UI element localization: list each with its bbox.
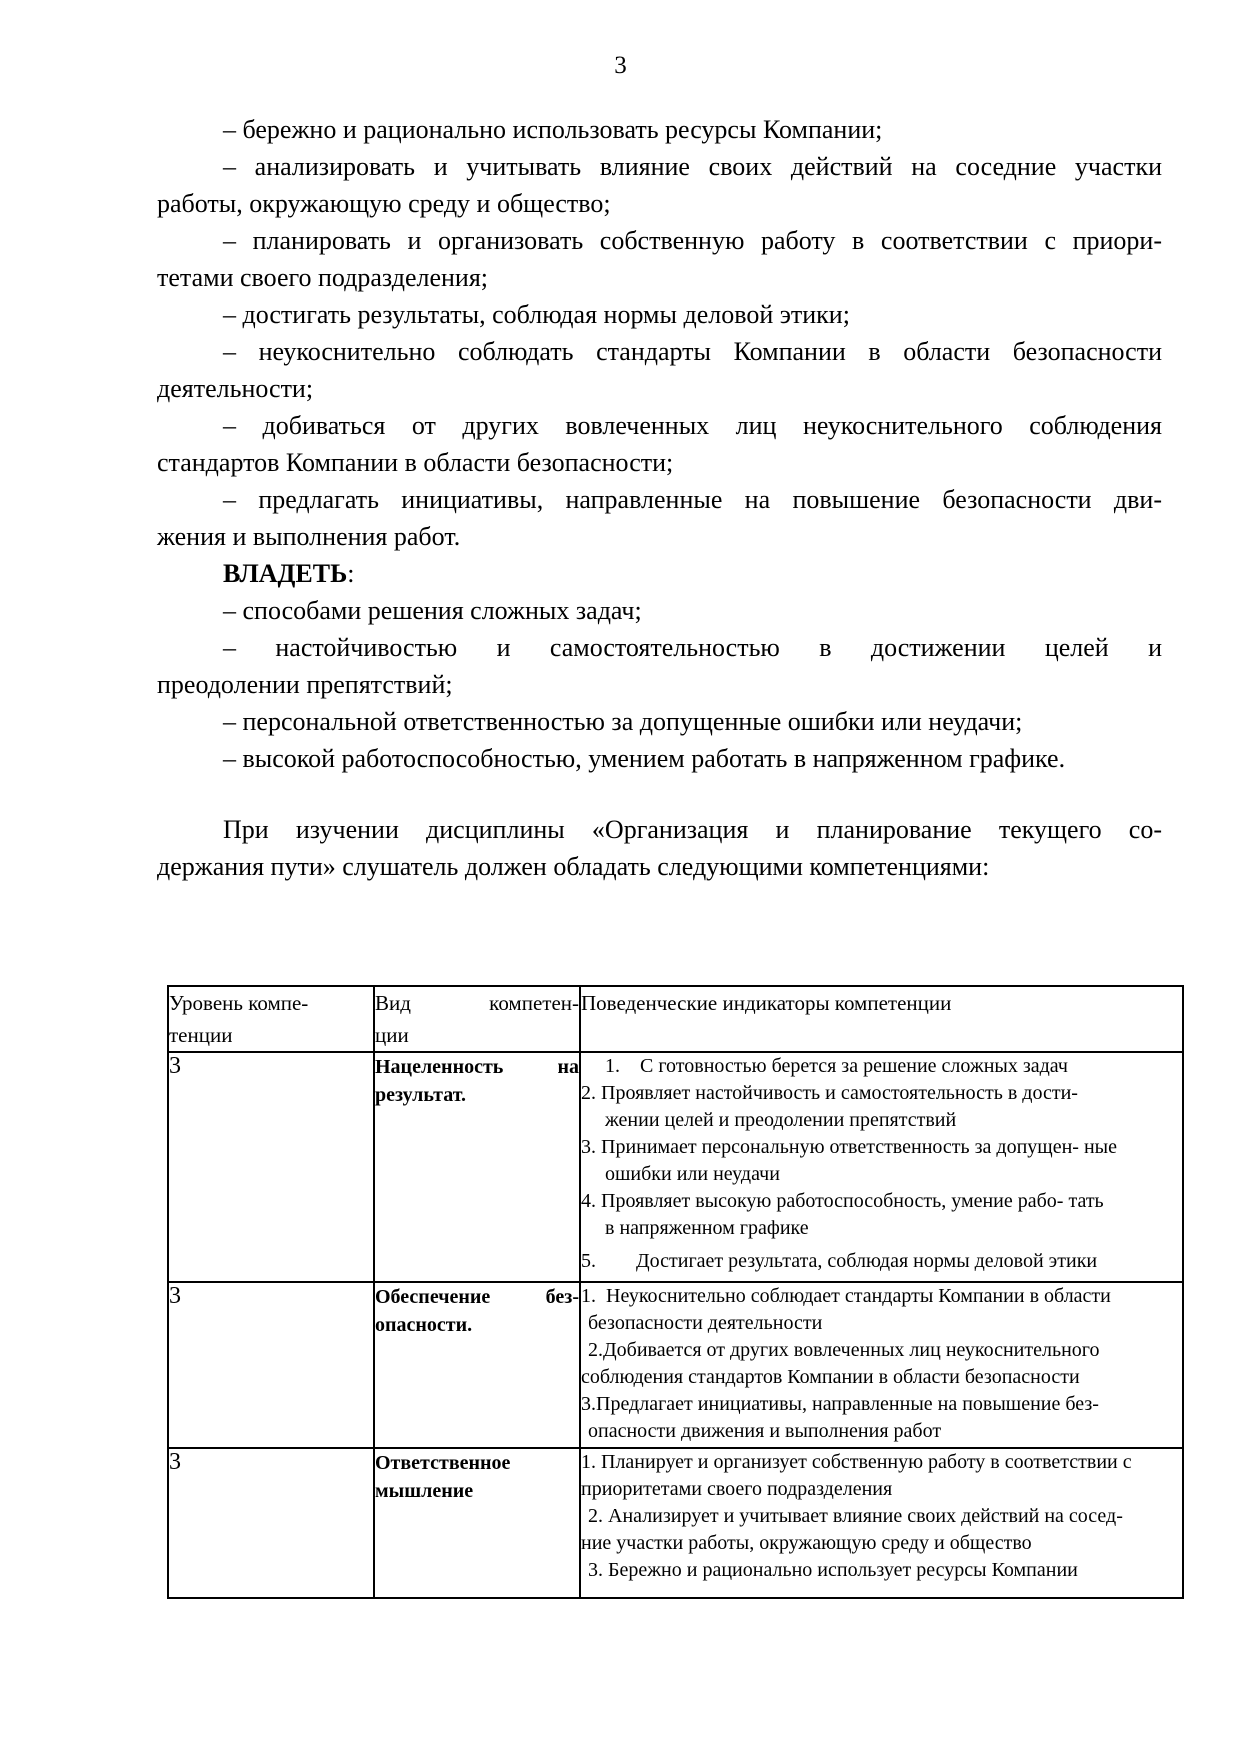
- table-row-1: [168, 1282, 1183, 1448]
- indicators-cell-1: [580, 1282, 1183, 1448]
- header-kind-line-1: ции: [375, 1023, 409, 1047]
- body-line-p8-0: – способами решения сложных задач;: [223, 596, 642, 625]
- header-cell-level: [168, 986, 374, 1052]
- heading-vladet-bold: ВЛАДЕТЬ: [223, 559, 348, 588]
- indicator-2-line-2: 2. Анализирует и учитывает влияние своих действий на сосед-: [588, 1505, 1123, 1527]
- indicator-0-line-2: жении целей и преодолении препятствий: [605, 1109, 957, 1131]
- indicator-1-line-4: 3.Предлагает инициативы, направленные на повышение без-: [581, 1393, 1099, 1415]
- indicator-0-line-6: в напряженном графике: [605, 1217, 809, 1239]
- body-line-p4-1: деятельности;: [157, 374, 314, 403]
- indicator-2-line-0: 1. Планирует и организует собственную работу в соответствии с: [581, 1451, 1132, 1473]
- header-level-line-0: Уровень компе-: [169, 991, 309, 1015]
- body-line-p3-0: – достигать результаты, соблюдая нормы деловой этики;: [223, 300, 850, 329]
- competency-table: [167, 985, 1184, 1599]
- indicator-2-line-3: ние участки работы, окружающую среду и общество: [581, 1532, 1032, 1554]
- body-line-p4-0: – неукоснительно соблюдать стандарты Компании в области безопасности: [223, 337, 1162, 366]
- body-line-p6-1: жения и выполнения работ.: [157, 522, 461, 551]
- body-text-block: [157, 111, 1162, 885]
- body-line-p10-0: – персональной ответственностью за допущенные ошибки или неудачи;: [223, 707, 1023, 736]
- kind-1-line-0: Обеспечение без-: [375, 1286, 579, 1308]
- table-header-row: [168, 986, 1183, 1052]
- body-line-p12-1: держания пути» слушатель должен обладать следующими компетенциями:: [157, 852, 990, 881]
- level-cell-0: 3: [168, 1052, 374, 1282]
- indicator-0-line-5: 4. Проявляет высокую работоспособность, умение рабо- тать: [581, 1190, 1104, 1212]
- level-cell-1: 3: [168, 1282, 374, 1448]
- indicators-cell-2: [580, 1448, 1183, 1598]
- kind-2-line-0: Ответственное: [375, 1452, 511, 1474]
- header-indicators-line-0: Поведенческие индикаторы компетенции: [581, 991, 952, 1015]
- body-line-p11-0: – высокой работоспособностью, умением работать в напряженном графике.: [223, 744, 1066, 773]
- header-cell-kind: [374, 986, 580, 1052]
- body-line-p5-0: – добиваться от других вовлеченных лиц неукоснительного соблюдения: [223, 411, 1162, 440]
- body-line-p12-0: При изучении дисциплины «Организация и планирование текущего со-: [223, 815, 1162, 844]
- table-row-0: [168, 1052, 1183, 1282]
- header-cell-indicators: [580, 986, 1183, 1052]
- page-number: 3: [614, 52, 627, 79]
- indicators-cell-0: [580, 1052, 1183, 1282]
- kind-0-line-1: результат.: [375, 1084, 467, 1106]
- indicator-0-line-3: 3. Принимает персональную ответственность за допущен- ные: [581, 1136, 1117, 1158]
- indicator-1-line-3: соблюдения стандартов Компании в области безопасности: [581, 1366, 1080, 1388]
- kind-cell-0: [374, 1052, 580, 1282]
- indicator-1-line-5: опасности движения и выполнения работ: [588, 1420, 942, 1442]
- indicator-1-line-0: 1. Неукоснительно соблюдает стандарты Компании в области: [581, 1285, 1111, 1307]
- indicator-0-line-1: 2. Проявляет настойчивость и самостоятельность в дости-: [581, 1082, 1078, 1104]
- kind-1-line-1: опасности.: [375, 1314, 473, 1336]
- indicator-1-line-1: безопасности деятельности: [588, 1312, 823, 1334]
- body-line-p0-0: – бережно и рационально использовать ресурсы Компании;: [223, 115, 883, 144]
- body-line-p2-0: – планировать и организовать собственную работу в соответствии с приори-: [223, 226, 1162, 255]
- indicator-2-line-4: 3. Бережно и рационально использует ресурсы Компании: [588, 1559, 1078, 1581]
- header-kind-line-0: Вид компетен-: [375, 991, 579, 1015]
- level-cell-2: 3: [168, 1448, 374, 1598]
- indicator-0-line-4: ошибки или неудачи: [605, 1163, 780, 1185]
- body-line-p1-1: работы, окружающую среду и общество;: [157, 189, 611, 218]
- indicator-0-line-0: 1. С готовностью берется за решение сложных задач: [605, 1055, 1068, 1077]
- table-row-2: [168, 1448, 1183, 1598]
- header-level-line-1: тенции: [169, 1023, 233, 1047]
- kind-cell-1: [374, 1282, 580, 1448]
- indicator-0-line-7: 5. Достигает результата, соблюдая нормы деловой этики: [581, 1250, 1098, 1272]
- indicator-1-line-2: 2.Добивается от других вовлеченных лиц неукоснительного: [588, 1339, 1100, 1361]
- kind-cell-2: [374, 1448, 580, 1598]
- kind-2-line-1: мышление: [375, 1480, 474, 1502]
- indicator-2-line-1: приоритетами своего подразделения: [581, 1478, 893, 1500]
- heading-vladet: ВЛАДЕТЬ:: [223, 559, 355, 588]
- body-line-p6-0: – предлагать инициативы, направленные на повышение безопасности дви-: [223, 485, 1162, 514]
- kind-0-line-0: Нацеленность на: [375, 1056, 579, 1078]
- body-line-p5-1: стандартов Компании в области безопасности;: [157, 448, 674, 477]
- body-line-p2-1: тетами своего подразделения;: [157, 263, 489, 292]
- body-line-p1-0: – анализировать и учитывать влияние своих действий на соседние участки: [223, 152, 1162, 181]
- body-line-p9-0: – настойчивостью и самостоятельностью в достижении целей и: [223, 633, 1162, 662]
- body-line-p9-1: преодолении препятствий;: [157, 670, 453, 699]
- competency-table-body: [168, 986, 1183, 1598]
